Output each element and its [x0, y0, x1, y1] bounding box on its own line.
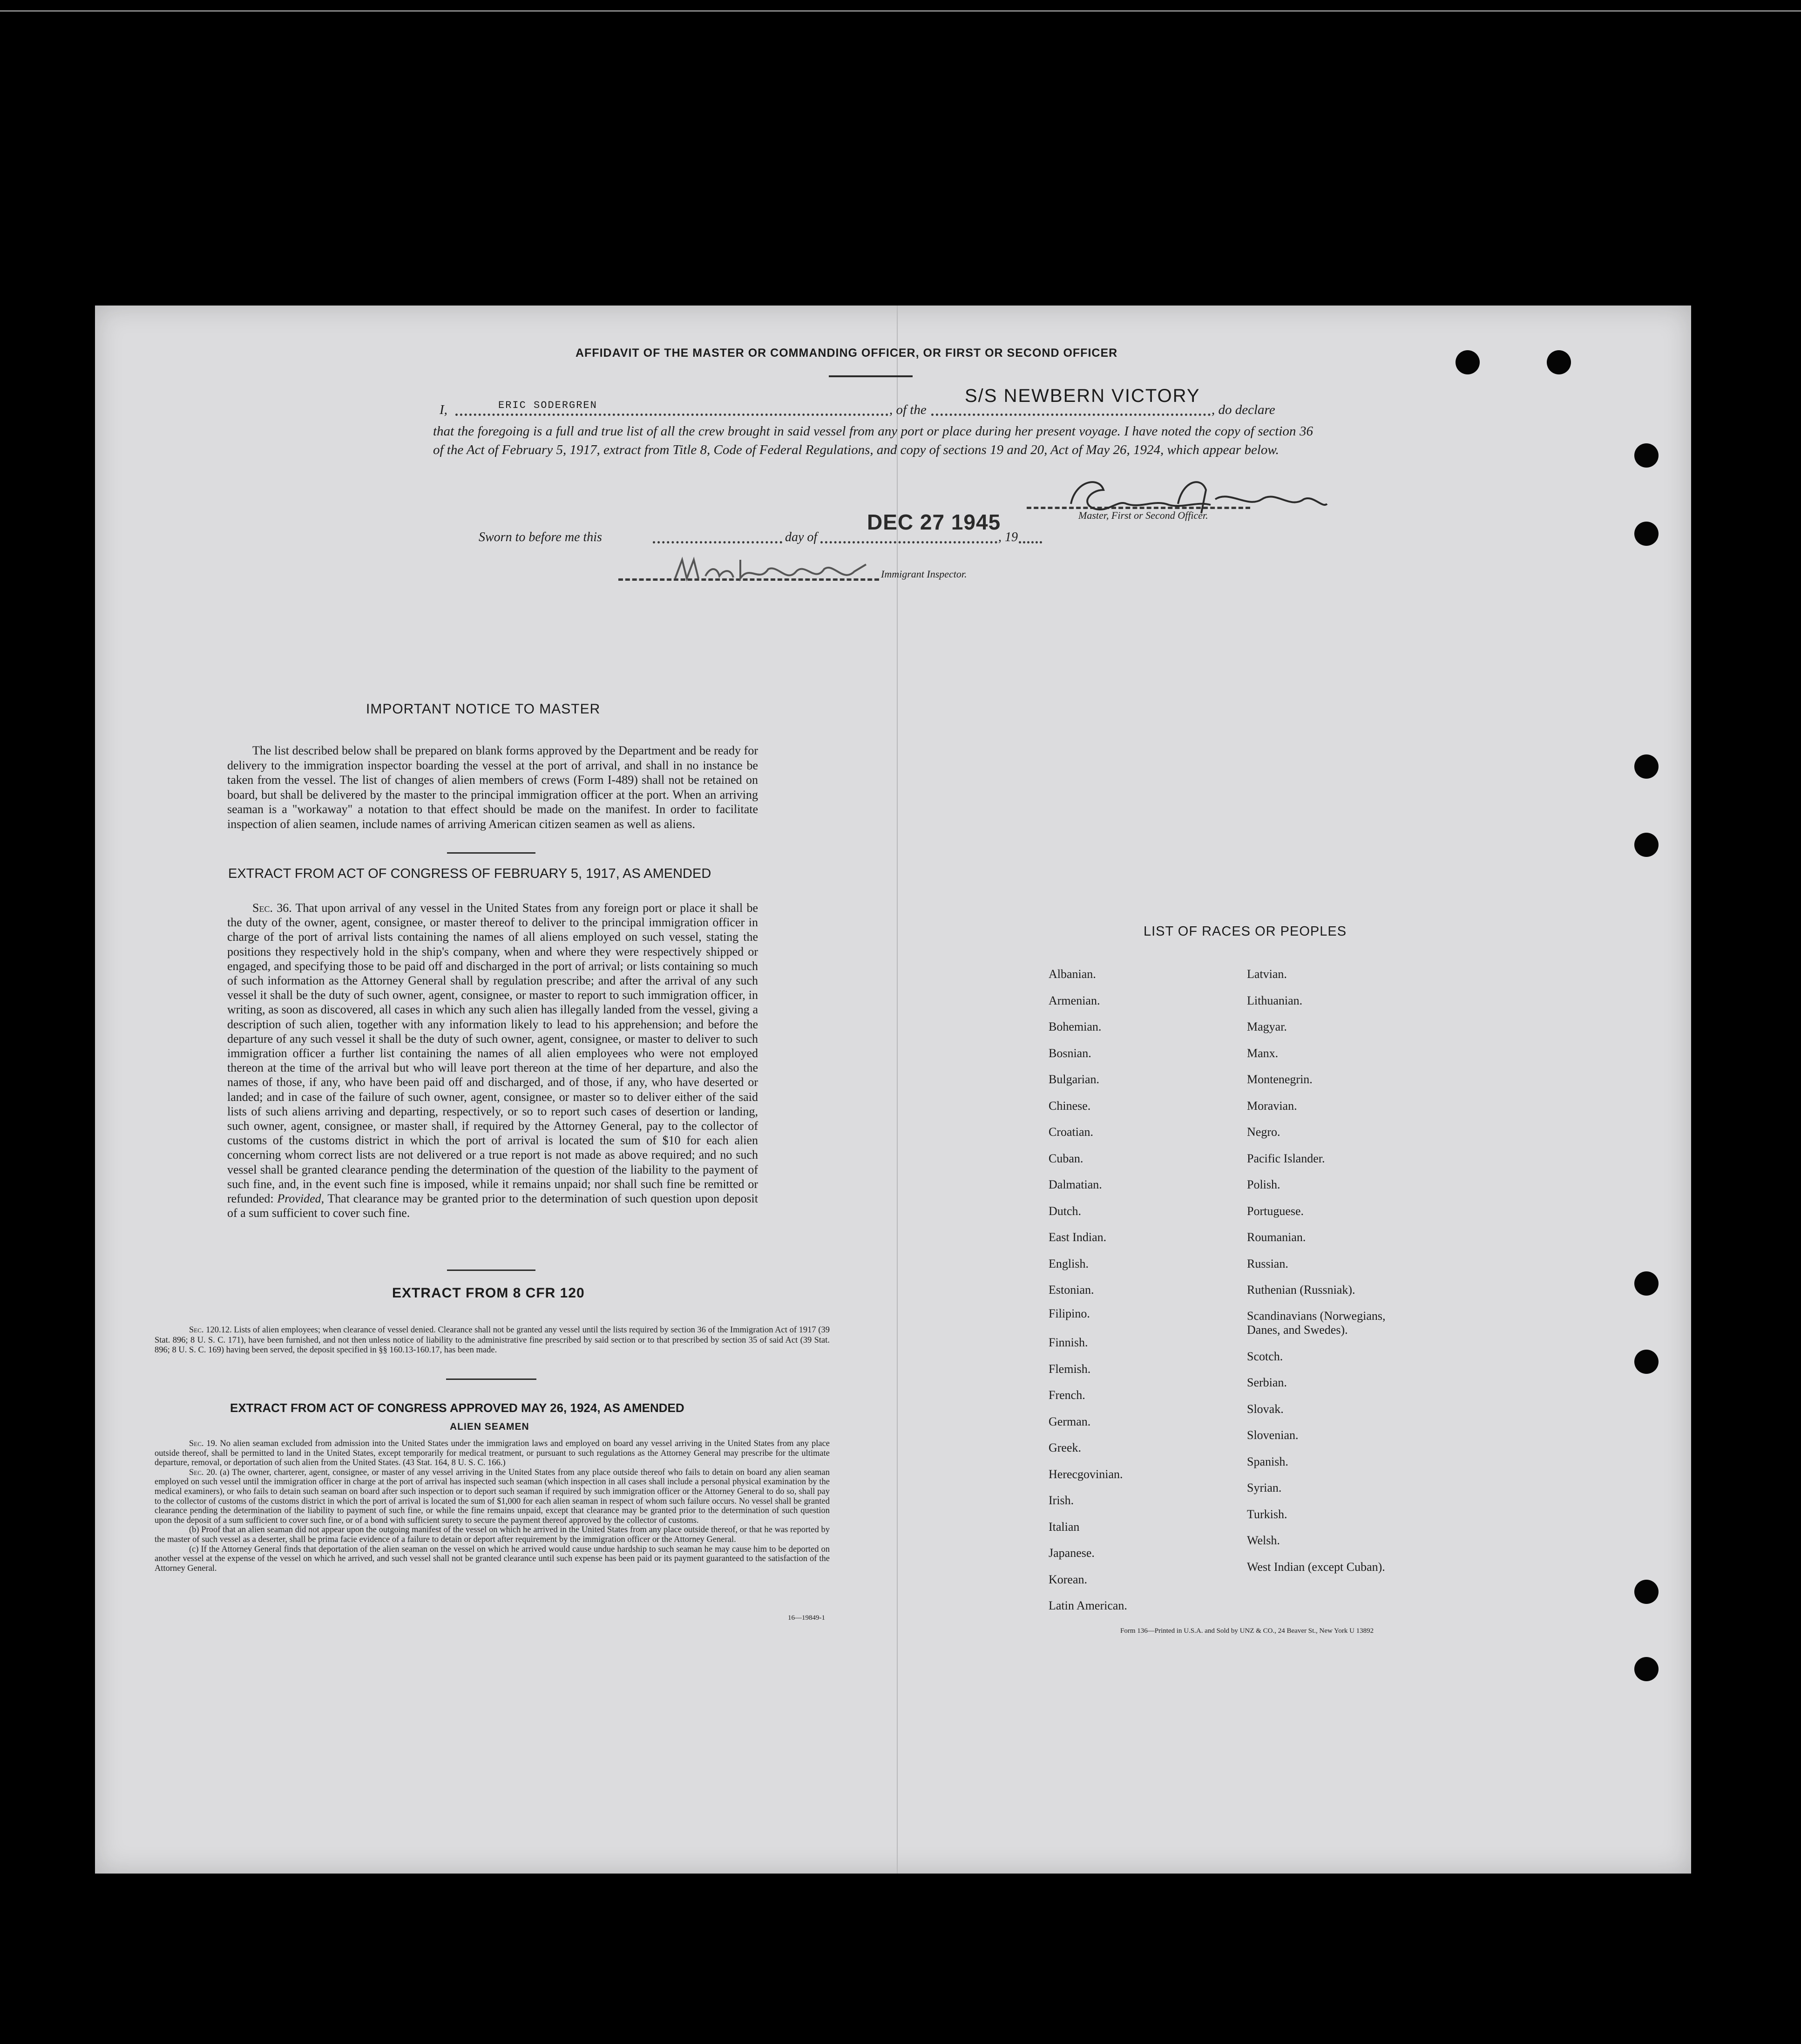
sec-20b-text: (b) Proof that an alien seaman did not appear upon the outgoing manifest of the vessel on which he arrived in the United States from any place outside thereof, or that he was reported by the master of such vessel as a deserter, shall be prima facie evidence of a failure to detain or deport after requirement by the immigration officer or the Attorney General.	[155, 1525, 830, 1544]
race-item: Russian.	[1247, 1256, 1288, 1270]
year-line	[1019, 541, 1042, 543]
extract-1924-body	[155, 1439, 830, 1573]
race-item: Albanian.	[1049, 967, 1096, 981]
race-item: Spanish.	[1247, 1454, 1288, 1468]
race-item: Scotch.	[1247, 1349, 1283, 1363]
race-item: German.	[1049, 1414, 1091, 1428]
race-item: Lithuanian.	[1247, 993, 1303, 1007]
race-item: Manx.	[1247, 1046, 1279, 1060]
race-item: Moravian.	[1247, 1099, 1297, 1113]
race-item: English.	[1049, 1256, 1089, 1270]
cfr-sec-text: Lists of alien employees; when clearance of vessel denied. Clearance shall not be granted any vessel until the lists required by section 36 of the Immigration Act of 1917 (39 Stat. 896; 8 U. S. C. 171), have been furnished, and not then unless notice of liability to the administrative fine prescribed by said section or to that prescribed by section 35 of said Act (39 Stat. 896; 8 U. S. C. 169) having been served, the deposit specified in §§ 160.13-160.17, has been made.	[155, 1325, 830, 1355]
race-item: Italian	[1049, 1520, 1080, 1534]
race-item: Greek.	[1049, 1441, 1082, 1454]
sworn-day-line	[653, 541, 782, 543]
race-item: Filipino.	[1049, 1306, 1090, 1320]
sec-19-text: No alien seaman excluded from admission into the United States under the immigration laws and employed on board any vessel arriving in the United States from any place outside thereof, shall be permitted to land in the United States, except temporarily for medical treatment, or pursuant to such regulations as the Attorney General may prescribe for the ultimate departure, removal, or deportation of such alien from the United States. (43 Stat. 164, 8 U. S. C. 166.)	[155, 1439, 830, 1468]
race-item: Slovak.	[1247, 1402, 1284, 1416]
alien-seamen-subtitle: ALIEN SEAMEN	[450, 1421, 529, 1432]
inspector-label: Immigrant Inspector.	[881, 568, 967, 580]
races-column-1	[1049, 961, 1127, 1619]
race-item: Croatian.	[1049, 1125, 1094, 1139]
cfr-title: EXTRACT FROM 8 CFR 120	[392, 1285, 585, 1301]
races-title: LIST OF RACES OR PEOPLES	[1144, 924, 1347, 939]
race-item: Japanese.	[1049, 1546, 1095, 1560]
race-item: Latin American.	[1049, 1599, 1127, 1612]
race-item: Bosnian.	[1049, 1046, 1091, 1060]
race-item: Armenian.	[1049, 993, 1100, 1007]
race-item: Welsh.	[1247, 1534, 1280, 1547]
race-item: Cuban.	[1049, 1151, 1083, 1165]
race-item: Serbian.	[1247, 1376, 1287, 1389]
sec-20c-text: (c) If the Attorney General finds that deportation of the alien seaman on the vessel on which he arrived would cause undue hardship to such seaman he may cause him to be deported on another vessel at the expense of the vessel on which he arrived, and such vessel shall not be granted clearance until such expense has been paid or its payment guaranteed to the satisfaction of the Attorney General.	[155, 1544, 830, 1573]
punch-hole-icon	[1456, 350, 1480, 374]
scan-top-edge	[0, 10, 1801, 12]
race-item: West Indian (except Cuban).	[1247, 1560, 1385, 1574]
race-item: East Indian.	[1049, 1230, 1107, 1244]
race-item: Dalmatian.	[1049, 1178, 1102, 1191]
title-rule	[829, 375, 913, 377]
race-item: Portuguese.	[1247, 1204, 1304, 1218]
race-item: Bulgarian.	[1049, 1073, 1100, 1086]
race-item: Scandinavians (Norwegians, Danes, and Swedes).	[1247, 1309, 1386, 1337]
officer-name: ERIC SODERGREN	[498, 400, 597, 411]
name-line	[455, 414, 888, 416]
affidavit-body: that the foregoing is a full and true list of all the crew brought in said vessel from any port or place during her present voyage. I have noted the copy of section 36 of the Act of February 5, 1917, extract from Title 8, Code of Federal Regulations, and copy of sections 19 and 20, Act of May 26, 1924, which appear below.	[433, 424, 1313, 457]
races-column-2	[1247, 961, 1385, 1580]
race-item: Estonian.	[1049, 1283, 1094, 1297]
race-item: Irish.	[1049, 1494, 1074, 1507]
do-declare-label: , do declare	[1212, 402, 1275, 417]
form-code: 16—19849-1	[788, 1614, 825, 1622]
race-item: Herecgovinian.	[1049, 1467, 1123, 1481]
race-item: Finnish.	[1049, 1336, 1088, 1349]
year-label: , 19	[998, 530, 1018, 544]
race-item: Ruthenian (Russniak).	[1247, 1283, 1355, 1297]
provided-label: Provided,	[277, 1192, 325, 1206]
race-item: Korean.	[1049, 1572, 1088, 1586]
punch-hole-icon	[1547, 350, 1571, 374]
race-item: Chinese.	[1049, 1099, 1091, 1113]
vessel-name: S/S NEWBERN VICTORY	[965, 386, 1200, 406]
notice-title: IMPORTANT NOTICE TO MASTER	[366, 701, 601, 717]
vessel-line	[931, 414, 1211, 416]
extract-1917-rule	[447, 1270, 535, 1271]
affidavit-title: AFFIDAVIT OF THE MASTER OR COMMANDING OFFICER, OR FIRST OR SECOND OFFICER	[576, 346, 1118, 360]
race-item: Turkish.	[1247, 1507, 1287, 1521]
punch-hole-icon	[1634, 1580, 1659, 1604]
punch-hole-icon	[1634, 522, 1659, 546]
race-item: Syrian.	[1247, 1481, 1282, 1494]
race-item: Flemish.	[1049, 1362, 1091, 1376]
punch-hole-icon	[1634, 754, 1659, 779]
cfr-sec-label: Sec. 120.12.	[189, 1325, 232, 1335]
punch-hole-icon	[1634, 1657, 1659, 1681]
date-stamp: DEC 27 1945	[867, 510, 1001, 534]
sec-36-label: Sec. 36.	[252, 901, 292, 915]
race-item: Pacific Islander.	[1247, 1151, 1325, 1165]
race-item: Dutch.	[1049, 1204, 1082, 1218]
cfr-rule	[446, 1379, 536, 1380]
day-of-label: day of	[785, 530, 818, 544]
notice-body: The list described below shall be prepared on blank forms approved by the Department and be ready for delivery to the immigration inspector boarding the vessel at the port of arrival, and shall in no instance be taken from the vessel. The list of changes of alien members of crews (Form I-489) shall not be retained on board, but shall be delivered by the master to the principal immigration officer at the port. When an arriving seaman is a "workaway" a notation to that effect should be made on the manifest. In order to facilitate inspection of alien seamen, include names of arriving American citizen seamen as well as aliens.	[227, 744, 758, 831]
extract-1924-title: EXTRACT FROM ACT OF CONGRESS APPROVED MAY 26, 1924, AS AMENDED	[230, 1401, 684, 1415]
sworn-label: Sworn to before me this	[479, 530, 602, 544]
sec-36-text: That upon arrival of any vessel in the United States from any foreign port or place it shall be the duty of the owner, agent, consignee, or master thereof to deliver to the principal immigration officer in charge of the port of arrival lists containing the names of all aliens employed on such vessel, stating the positions they respectively hold in the ship's company, when and where they were respectively shipped or engaged, and specifying those to be paid off and discharged in the port of arrival; or lists containing so much of such information as the Attorney General shall by regulation prescribe; and after the arrival of any such vessel it shall be the duty of such owner, agent, consignee, or master to report to such immigration officer, in writing, as soon as discovered, all cases in which any such alien has illegally landed from the vessel, giving a description of such alien, together with any information likely to lead to his apprehension; and before the departure of any such vessel it shall be the duty of such owner, agent, consignee, or master to deliver to such immigration officer a further list containing the names of all alien employees who were not employed thereon at the time of the arrival but who will leave port thereon at the time of her departure, and also the names of those, if any, who have been paid off and discharged, and of those, if any, who have deserted or landed; and in case of the failure of such owner, agent, consignee, or master so to deliver either of the said lists of such aliens arriving and departing, respectively, or so to report such cases of desertion or landing, such owner, agent, consignee, or master shall, if required by the Attorney General, pay to the collector of customs of the customs district in which the port of arrival is located the sum of $10 for each alien concerning whom correct lists are not delivered or a true report is not made as above required; and no such vessel shall be granted clearance pending the determination of the question of the liability to the payment of such fine, and, in the event such fine is imposed, while it remains unpaid; nor shall such fine be remitted or refunded:	[227, 901, 758, 1206]
sec-20-label: Sec. 20.	[189, 1467, 217, 1477]
punch-hole-icon	[1634, 833, 1659, 857]
inspector-signature	[670, 550, 875, 588]
master-label: Master, First or Second Officer.	[1078, 509, 1208, 521]
race-item: Roumanian.	[1247, 1230, 1306, 1244]
punch-hole-icon	[1634, 443, 1659, 468]
sec-20a-text: (a) The owner, charterer, agent, consignee, or master of any vessel arriving in the United States from any place outside thereof who fails to detain on board any alien seaman employed on such vessel until the immigration officer in charge at the port of arrival has inspected such seaman (which inspection in all cases shall include a personal physical examination by the medical examiners), or who fails to detain such seaman on board after such inspection or to deport such seaman if required by such immigration officer or the Attorney General to do so, shall pay to the collector of customs of the customs district in which the port of arrival is located the sum of $1,000 for each alien seaman in respect of whom such failure occurs. No vessel shall be granted clearance pending the determination of the liability to payment of such fine, or while the fine remains unpaid, except that clearance may be granted prior to the determination of such question upon the deposit of a sum sufficient to cover such fine, or of a bond with sufficient surety to secure the payment thereof approved by the collector of customs.	[155, 1467, 830, 1525]
provided-text: That clearance may be granted prior to the determination of such question upon deposit of a sum sufficient to cover such fine.	[227, 1192, 758, 1220]
race-item: Slovenian.	[1247, 1428, 1299, 1442]
race-item: Polish.	[1247, 1178, 1280, 1191]
of-the-label: , of the	[889, 402, 927, 417]
race-item: Magyar.	[1247, 1020, 1287, 1033]
punch-hole-icon	[1634, 1271, 1659, 1296]
i-label: I,	[440, 402, 447, 417]
sec-19-label: Sec. 19.	[189, 1439, 217, 1448]
printer-imprint: Form 136—Printed in U.S.A. and Sold by UNZ & CO., 24 Beaver St., New York U 13892	[1120, 1627, 1374, 1635]
notice-rule	[447, 852, 535, 854]
extract-1917-title: EXTRACT FROM ACT OF CONGRESS OF FEBRUARY 5, 1917, AS AMENDED	[228, 866, 711, 881]
race-item: Negro.	[1247, 1125, 1280, 1139]
race-item: Bohemian.	[1049, 1020, 1102, 1033]
race-item: Latvian.	[1247, 967, 1287, 981]
extract-1917-body	[227, 901, 758, 1220]
punch-hole-icon	[1634, 1350, 1659, 1374]
race-item: French.	[1049, 1388, 1085, 1402]
sworn-month-line	[820, 541, 997, 543]
cfr-body	[155, 1325, 830, 1356]
race-item: Montenegrin.	[1247, 1073, 1313, 1086]
